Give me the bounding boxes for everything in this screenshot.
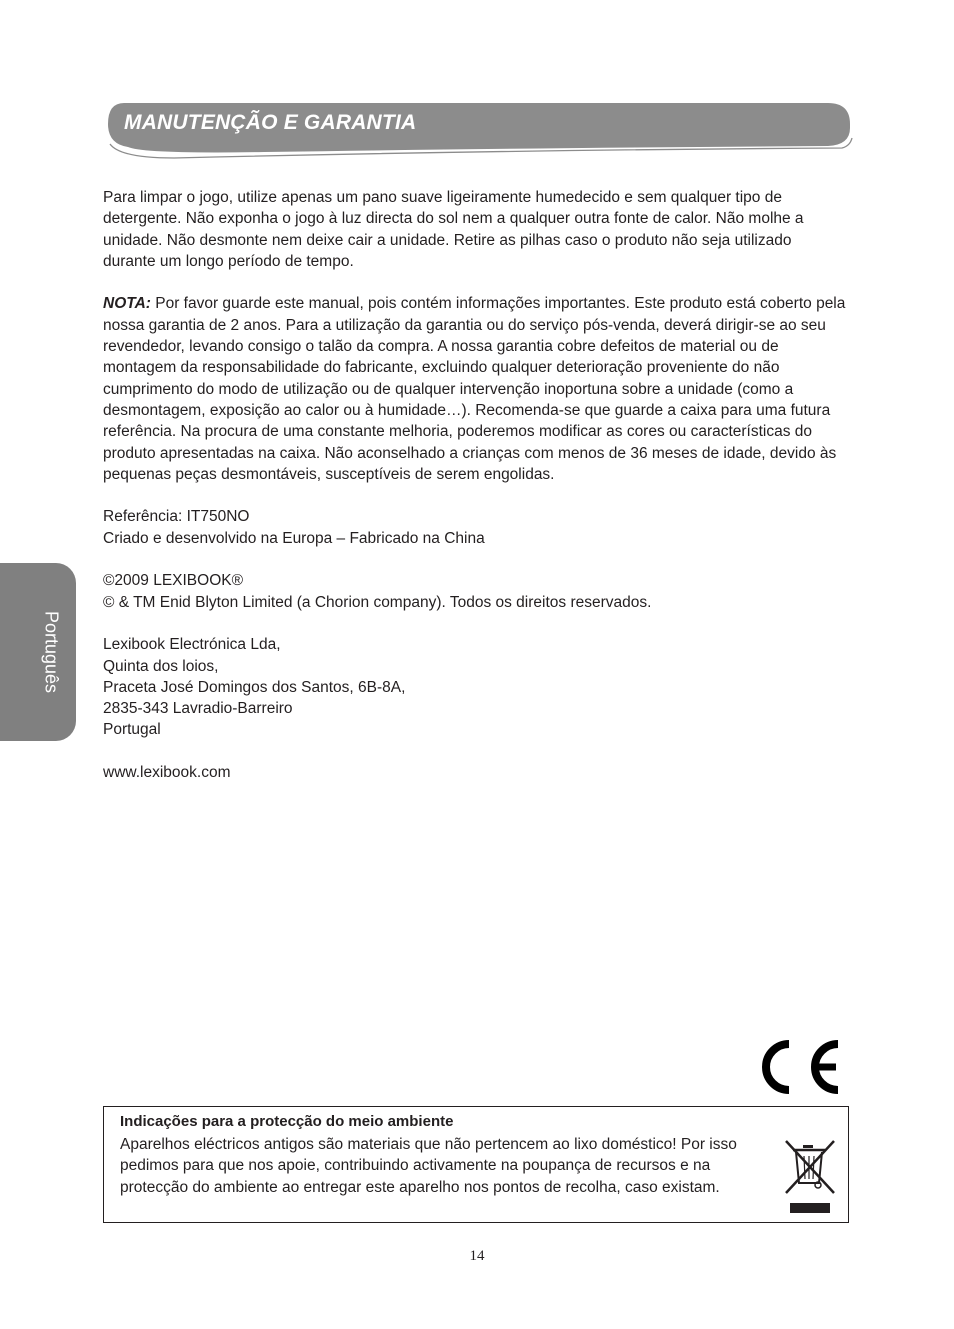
copyright-line: ©2009 LEXIBOOK® [103,572,244,590]
origin-line: Criado e desenvolvido na Europa – Fabricado na China [103,529,485,547]
address-line: Praceta José Domingos dos Santos, 6B-8A, [103,678,406,696]
trademark-line: © & TM Enid Blyton Limited (a Chorion company). Todos os direitos reservados. [103,593,652,611]
reference-block [103,506,848,549]
environment-text: Aparelhos eléctricos antigos são materiais que não pertencem ao lixo doméstico! Por isso pedimos para que nos apoie, contribuindo activamente na poupança de recursos e na protecção do ambiente ao entregar este aparelho nos pontos de recolha, caso existam. [120,1136,737,1196]
section-banner [104,100,854,162]
website-text: www.lexibook.com [103,764,231,782]
ce-mark-icon [756,1036,846,1103]
reference-line: Referência: IT750NO [103,508,250,526]
copyright-block [103,570,848,613]
page-number: 14 [469,1248,485,1264]
language-tab-label: Português [41,610,62,694]
address-block [103,634,848,740]
language-tab [0,563,76,741]
cleaning-paragraph: Para limpar o jogo, utilize apenas um pano suave ligeiramente humedecido e sem qualquer tipo de detergente. Não exponha o jogo à luz directa do sol nem a qualquer outra fonte de calor. Não molhe a unidade. Não desmonte nem deixe cair a unidade. Retire as pilhas caso o produto não seja utilizado durante um longo período de tempo. [103,189,804,270]
nota-text: Por favor guarde este manual, pois contém informações importantes. Este produto está coberto pela nossa garantia de 2 anos. Para a utilização da garantia ou do serviço pós-venda, deverá dirigir-se ao seu revendedor, levando consigo o talão da compra. A nossa garantia cobre defeitos de material ou de montagem da responsabilidade do fabricante, excluindo qualquer deterioração proveniente do não cumprimento do modo de utilização ou de qualquer intervenção inoportuna sobre a unidade (como a desmontagem, exposição ao calor ou à humidade…). Recomenda-se que guarde a caixa para uma futura referência. Na procura de uma constante melhoria, poderemos modificar as cores ou características do produto apresentadas na caixa. Não aconselhado a crianças com menos de 36 meses de idade, devido às pequenas peças desmontáveis, susceptíveis de serem engolidas. [103,295,846,483]
address-line: Lexibook Electrónica Lda, [103,636,281,654]
nota-paragraph [103,293,848,485]
address-line: 2835-343 Lavradio-Barreiro [103,700,293,718]
environment-title: Indicações para a protecção do meio ambiente [120,1113,454,1130]
address-line: Portugal [103,721,161,739]
page-title: MANUTENÇÃO E GARANTIA [124,111,417,134]
main-content [103,187,848,805]
crossed-bin-icon [784,1137,836,1218]
nota-label: NOTA: [103,295,151,313]
address-line: Quinta dos loios, [103,657,219,675]
environment-notice [103,1106,849,1223]
